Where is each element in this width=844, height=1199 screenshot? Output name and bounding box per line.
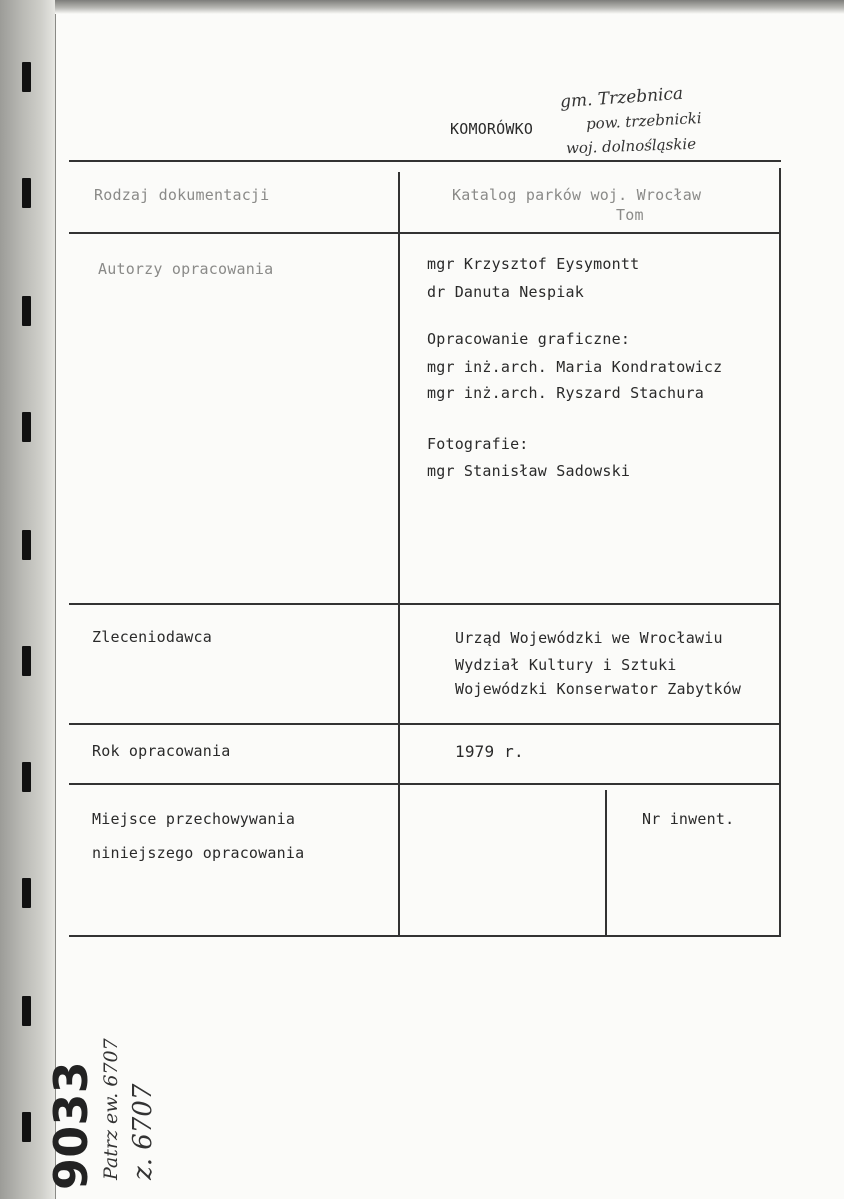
- perforation: [22, 1112, 31, 1142]
- perforation: [22, 646, 31, 676]
- author-line: dr Danuta Nespiak: [427, 283, 584, 301]
- row-divider: [69, 160, 781, 162]
- page-top-edge: [55, 0, 844, 14]
- author-line: mgr inż.arch. Ryszard Stachura: [427, 384, 704, 402]
- row-divider: [69, 232, 781, 234]
- perforation: [22, 878, 31, 908]
- archive-number: 9033: [44, 1061, 98, 1190]
- perforation: [22, 296, 31, 326]
- year-value: 1979 r.: [455, 742, 524, 761]
- right-border: [779, 168, 781, 935]
- client-line: Wydział Kultury i Sztuki: [455, 656, 677, 674]
- row-divider: [69, 783, 781, 785]
- perforation: [22, 530, 31, 560]
- storage-label: niniejszego opracowania: [92, 844, 305, 862]
- year-label: Rok opracowania: [92, 742, 231, 760]
- page-title: KOMORÓWKO: [450, 120, 534, 138]
- author-line: mgr inż.arch. Maria Kondratowicz: [427, 358, 723, 376]
- row-divider: [69, 935, 781, 937]
- photos-heading: Fotografie:: [427, 435, 529, 453]
- perforation: [22, 996, 31, 1026]
- row-divider: [69, 723, 781, 725]
- doc-type-label: Rodzaj dokumentacji: [94, 186, 270, 204]
- perforation: [22, 412, 31, 442]
- perforation: [22, 62, 31, 92]
- storage-label: Miejsce przechowywania: [92, 810, 296, 828]
- perforation: [22, 762, 31, 792]
- authors-label: Autorzy opracowania: [98, 260, 274, 278]
- row-divider: [69, 603, 781, 605]
- inventory-label: Nr inwent.: [642, 810, 735, 828]
- doc-type-value: Katalog parków woj. Wrocław: [452, 186, 702, 204]
- handwritten-inventory-number: z. 6707: [128, 1083, 158, 1180]
- handwritten-woj: woj. dolnośląskie: [565, 134, 697, 158]
- client-label: Zleceniodawca: [92, 628, 212, 646]
- column-divider: [398, 172, 400, 935]
- film-strip: [0, 0, 56, 1199]
- graphics-heading: Opracowanie graficzne:: [427, 330, 631, 348]
- handwritten-powiat: pow. trzebnicki: [585, 108, 702, 134]
- client-line: Urząd Wojewódzki we Wrocławiu: [455, 629, 723, 647]
- handwritten-reference: Patrz ew. 6707: [100, 1038, 122, 1180]
- doc-type-volume: Tom: [616, 206, 644, 224]
- perforation: [22, 178, 31, 208]
- inventory-divider: [605, 790, 607, 935]
- handwritten-gmina: gm. Trzebnica: [559, 83, 684, 113]
- author-line: mgr Krzysztof Eysymontt: [427, 255, 640, 273]
- client-line: Wojewódzki Konserwator Zabytków: [455, 680, 742, 698]
- author-line: mgr Stanisław Sadowski: [427, 462, 631, 480]
